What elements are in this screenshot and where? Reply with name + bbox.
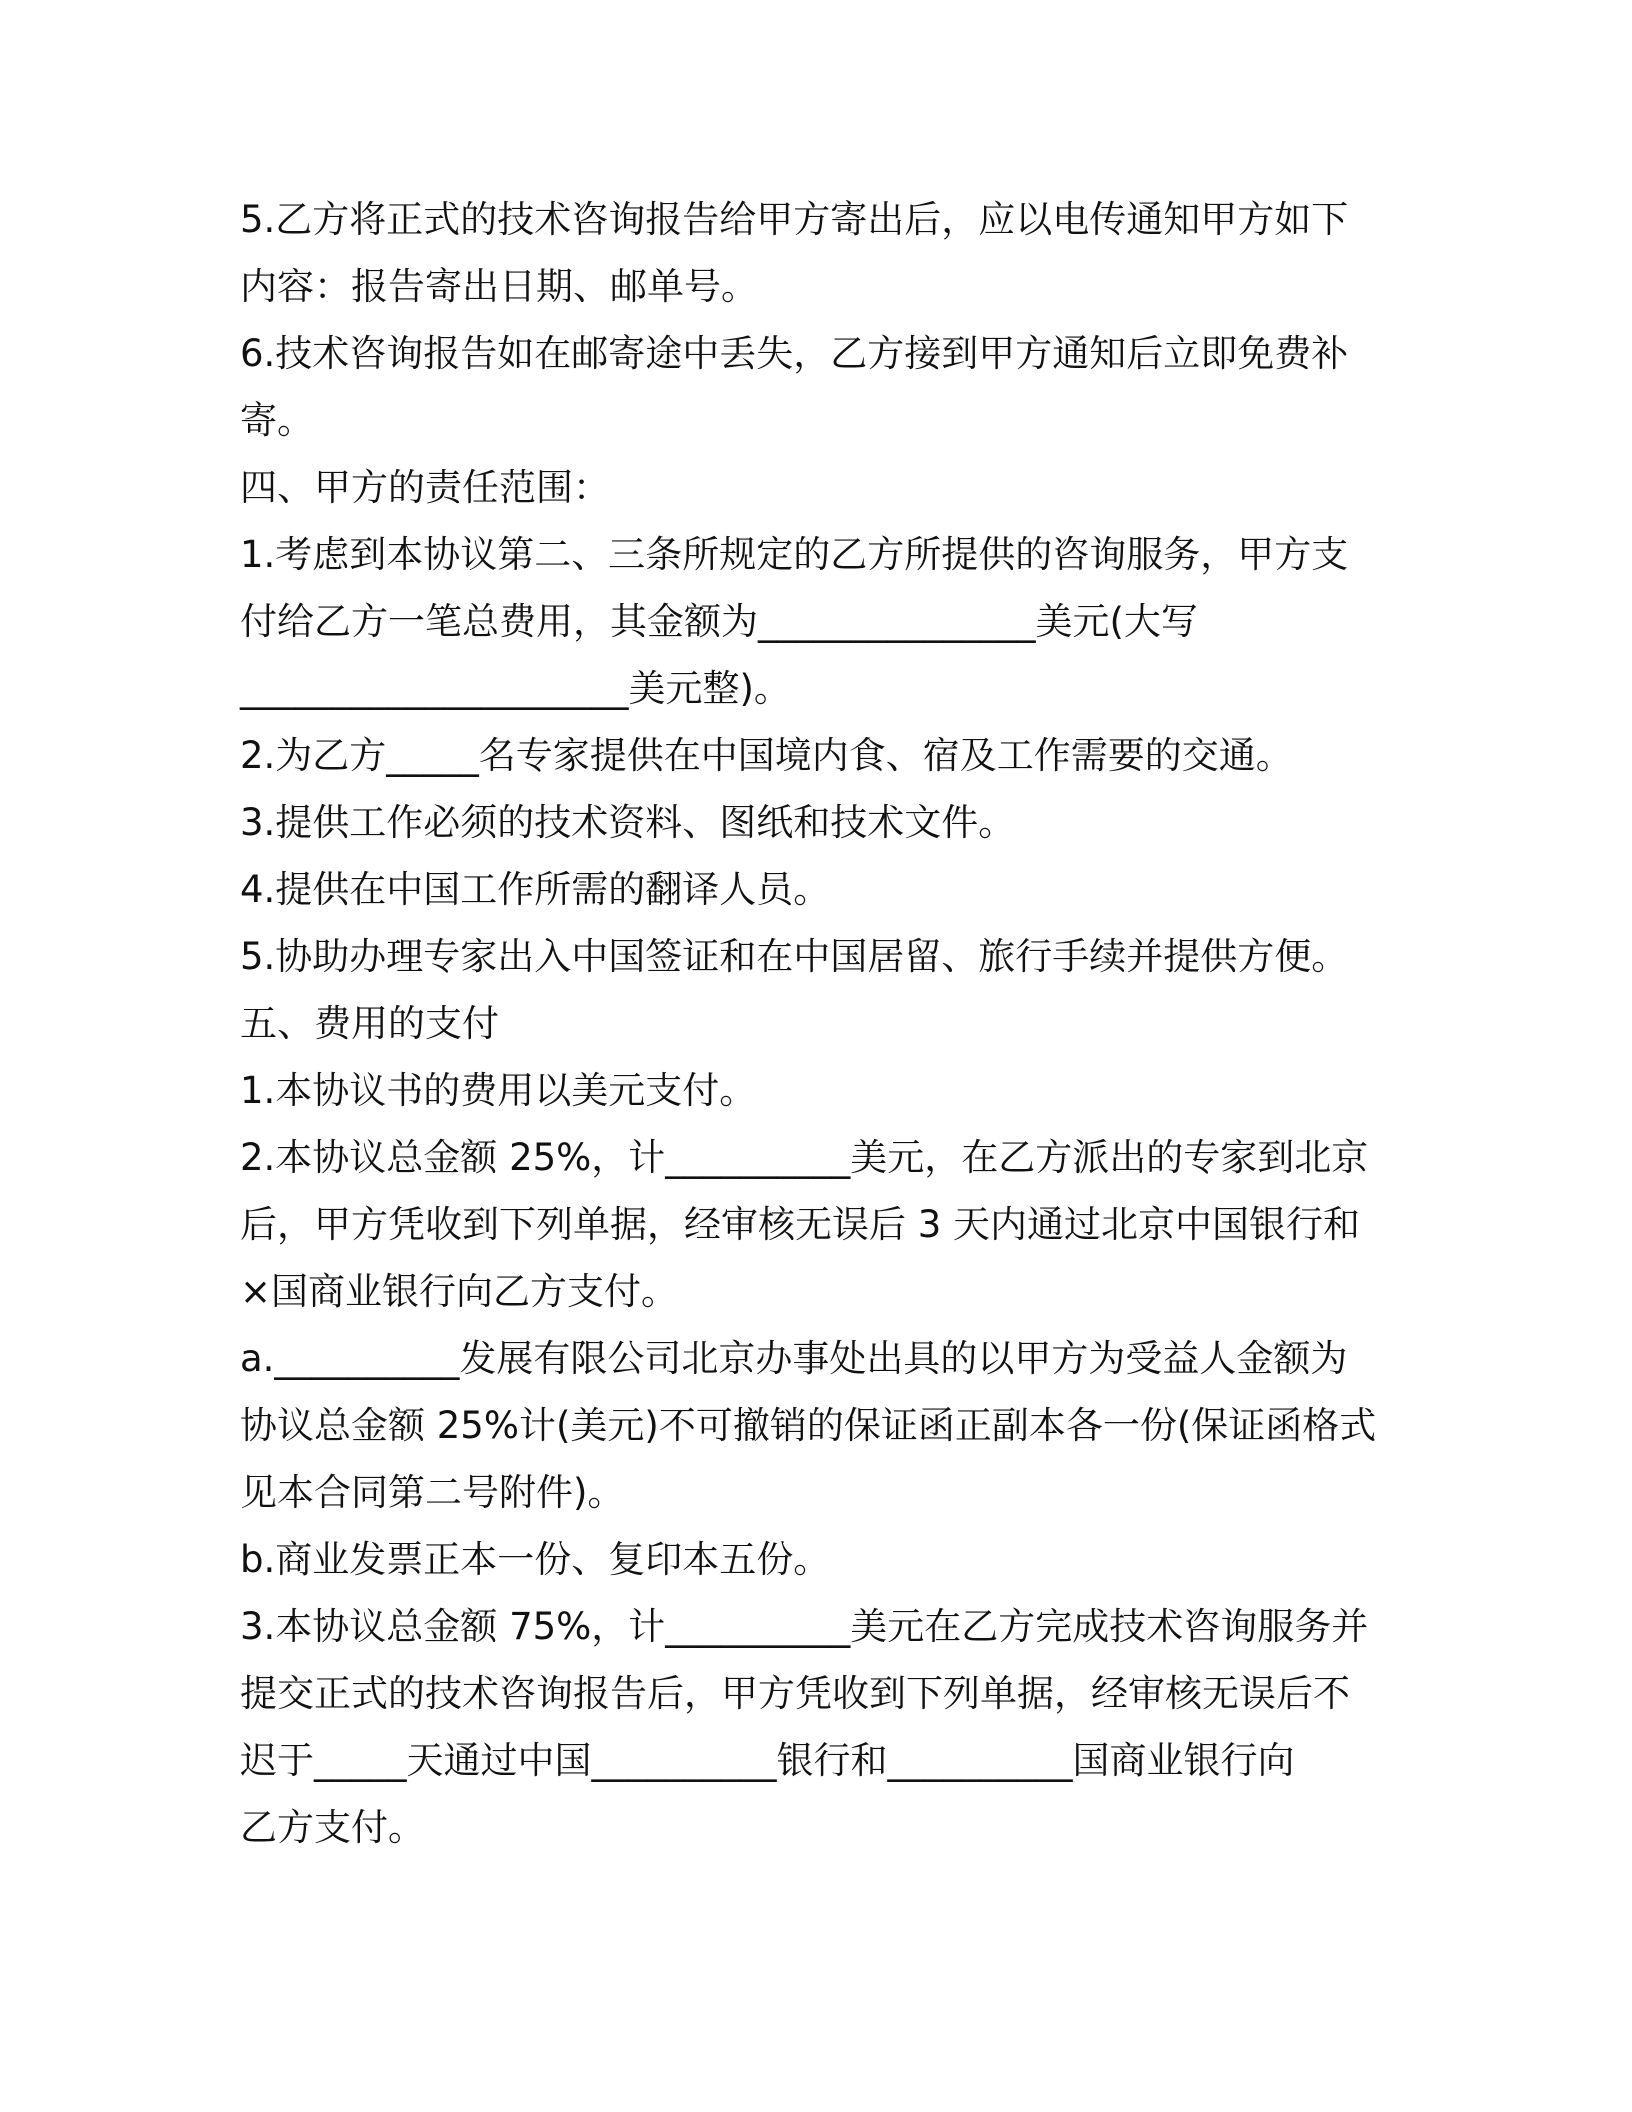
document-body [240, 186, 1400, 1861]
text-line: 乙方支付。 [240, 1806, 425, 1849]
text-line: 付给乙方一笔总费用，其金额为_______________美元(大写 [240, 600, 1198, 643]
text-line: 提交正式的技术咨询报告后，甲方凭收到下列单据，经审核无误后不 [240, 1672, 1350, 1715]
text-line: 2.本协议总金额 25%，计__________美元，在乙方派出的专家到北京 [240, 1136, 1369, 1179]
text-line: 见本合同第二号附件)。 [240, 1471, 625, 1514]
text-line: ×国商业银行向乙方支付。 [240, 1270, 679, 1313]
text-line: _____________________美元整)。 [240, 667, 791, 710]
text-line: 2.为乙方_____名专家提供在中国境内食、宿及工作需要的交通。 [240, 734, 1293, 777]
text-line: 4.提供在中国工作所需的翻译人员。 [240, 868, 831, 911]
section-heading: 四、甲方的责任范围： [240, 466, 610, 509]
text-line: 内容：报告寄出日期、邮单号。 [240, 265, 758, 308]
section-heading: 五、费用的支付 [240, 1002, 499, 1045]
text-line: 6.技术咨询报告如在邮寄途中丢失，乙方接到甲方通知后立即免费补 [240, 332, 1349, 375]
text-line: 1.考虑到本协议第二、三条所规定的乙方所提供的咨询服务，甲方支 [240, 533, 1349, 576]
text-line: 后，甲方凭收到下列单据，经审核无误后 3 天内通过北京中国银行和 [240, 1203, 1361, 1246]
text-line: a.__________发展有限公司北京办事处出具的以甲方为受益人金额为 [240, 1337, 1348, 1380]
text-line: 5.乙方将正式的技术咨询报告给甲方寄出后，应以电传通知甲方如下 [240, 198, 1349, 241]
text-line: 3.本协议总金额 75%，计__________美元在乙方完成技术咨询服务并 [240, 1605, 1369, 1648]
text-line: 协议总金额 25%计(美元)不可撤销的保证函正副本各一份(保证函格式 [240, 1404, 1377, 1447]
text-line: 5.协助办理专家出入中国签证和在中国居留、旅行手续并提供方便。 [240, 935, 1349, 978]
text-line: b.商业发票正本一份、复印本五份。 [240, 1538, 831, 1581]
text-line: 1.本协议书的费用以美元支付。 [240, 1069, 757, 1112]
text-line: 寄。 [240, 399, 314, 442]
text-line: 3.提供工作必须的技术资料、图纸和技术文件。 [240, 801, 1016, 844]
text-line: 迟于_____天通过中国__________银行和__________国商业银行向 [240, 1739, 1295, 1782]
